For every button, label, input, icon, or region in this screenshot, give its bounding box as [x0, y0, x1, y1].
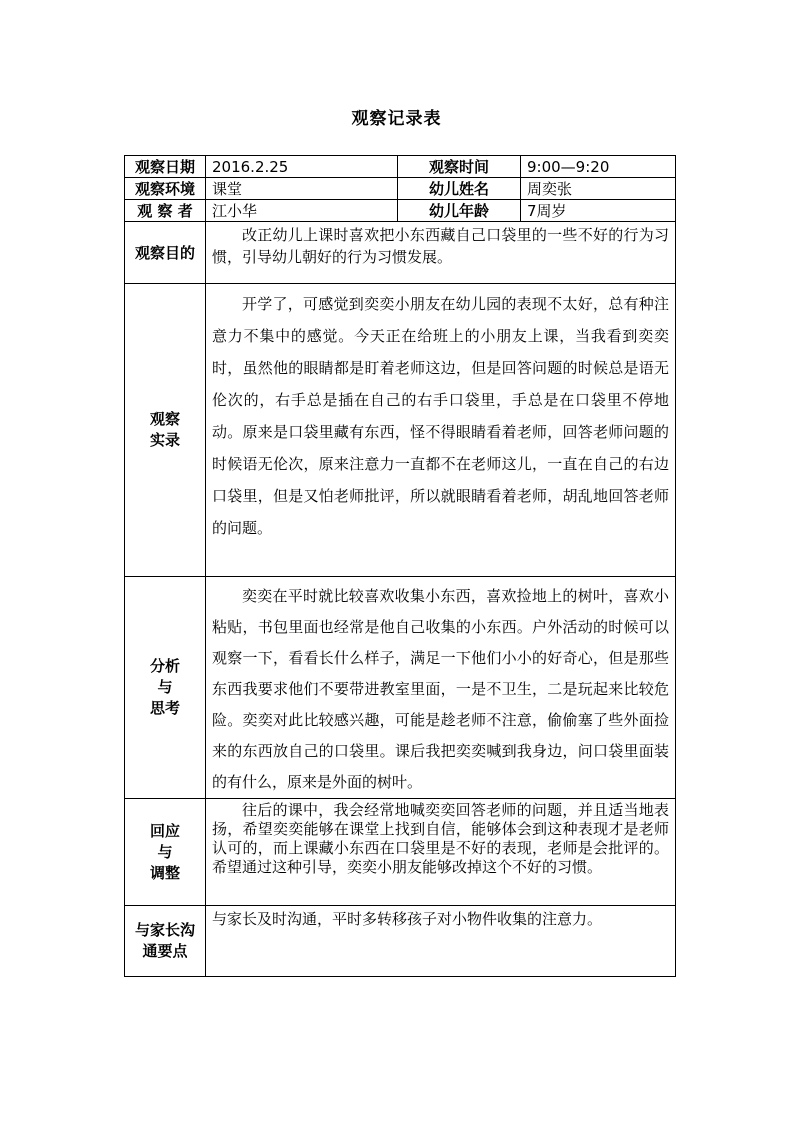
row-record — [125, 284, 676, 577]
analysis-label-line-3: 思考 — [149, 699, 180, 717]
record-label-line-1: 观察 — [149, 410, 180, 428]
response-label-line-3: 调整 — [149, 863, 180, 882]
communication-label-line-1: 与家长沟 — [134, 921, 195, 939]
response-text: 往后的课中，我会经常地喊奕奕回答老师的问题，并且适当地表扬，希望奕奕能够在课堂上找到自信，能够体会到这种表现才是老师认可的，而上课藏小东西在口袋里是不好的表现，老师是会批评的。希望通过这种引导，奕奕小朋友能够改掉这个不好的习惯。 — [206, 799, 676, 906]
communication-label-line-2: 通要点 — [142, 942, 188, 960]
row-purpose — [125, 222, 676, 284]
row-parent-communication — [125, 906, 676, 977]
child-age-label: 幼儿年龄 — [398, 200, 521, 222]
analysis-label-line-2: 与 — [157, 678, 173, 696]
environment-value: 课堂 — [206, 178, 398, 200]
purpose-label: 观察目的 — [125, 222, 206, 284]
observation-record-table — [124, 155, 676, 977]
page-title: 观察记录表 — [351, 109, 442, 129]
date-value: 2016.2.25 — [206, 156, 398, 178]
record-label — [125, 284, 206, 577]
analysis-text: 奕奕在平时就比较喜欢收集小东西，喜欢捡地上的树叶，喜欢小粘贴，书包里面也经常是他自己收集的小东西。户外活动的时候可以观察一下，看看长什么样子，满足一下他们小小的好奇心，但是那些东西我要求他们不要带进教室里面，一是不卫生，二是玩起来比较危险。奕奕对此比较感兴趣，可能是趁老师不注意，偷偷塞了些外面捡来的东西放自己的口袋里。课后我把奕奕喊到我身边，问口袋里面装的有什么，原来是外面的树叶。 — [206, 577, 676, 799]
purpose-text: 改正幼儿上课时喜欢把小东西藏自己口袋里的一些不好的行为习惯，引导幼儿朝好的行为习惯发展。 — [206, 222, 676, 284]
date-label: 观察日期 — [125, 156, 206, 178]
child-age-value: 7周岁 — [521, 200, 676, 222]
response-label-line-2: 与 — [157, 842, 173, 861]
row-env-name — [125, 178, 676, 200]
row-response — [125, 799, 676, 906]
child-name-label: 幼儿姓名 — [398, 178, 521, 200]
child-name-value: 周奕张 — [521, 178, 676, 200]
time-label: 观察时间 — [398, 156, 521, 178]
observer-value: 江小华 — [206, 200, 398, 222]
response-label-line-1: 回应 — [149, 821, 180, 840]
time-value: 9:00—9:20 — [521, 156, 676, 178]
record-text: 开学了，可感觉到奕奕小朋友在幼儿园的表现不太好，总有种注意力不集中的感觉。今天正在给班上的小朋友上课，当我看到奕奕时，虽然他的眼睛都是盯着老师这边，但是回答问题的时候总是语无伦次的，右手总是插在自己的右手口袋里，手总是在口袋里不停地动。原来是口袋里藏有东西，怪不得眼睛看着老师，回答老师问题的时候语无伦次，原来注意力一直都不在老师这儿，一直在自己的右边口袋里，但是又怕老师批评，所以就眼睛看着老师，胡乱地回答老师的问题。 — [206, 284, 676, 577]
row-date-time — [125, 156, 676, 178]
communication-label — [125, 906, 206, 977]
row-analysis — [125, 577, 676, 799]
communication-text: 与家长及时沟通，平时多转移孩子对小物件收集的注意力。 — [206, 906, 676, 977]
response-label — [125, 799, 206, 906]
observer-label: 观 察 者 — [125, 200, 206, 222]
environment-label: 观察环境 — [125, 178, 206, 200]
record-label-line-2: 实录 — [149, 431, 180, 449]
analysis-label-line-1: 分析 — [149, 657, 180, 675]
analysis-label — [125, 577, 206, 799]
row-observer-age — [125, 200, 676, 222]
